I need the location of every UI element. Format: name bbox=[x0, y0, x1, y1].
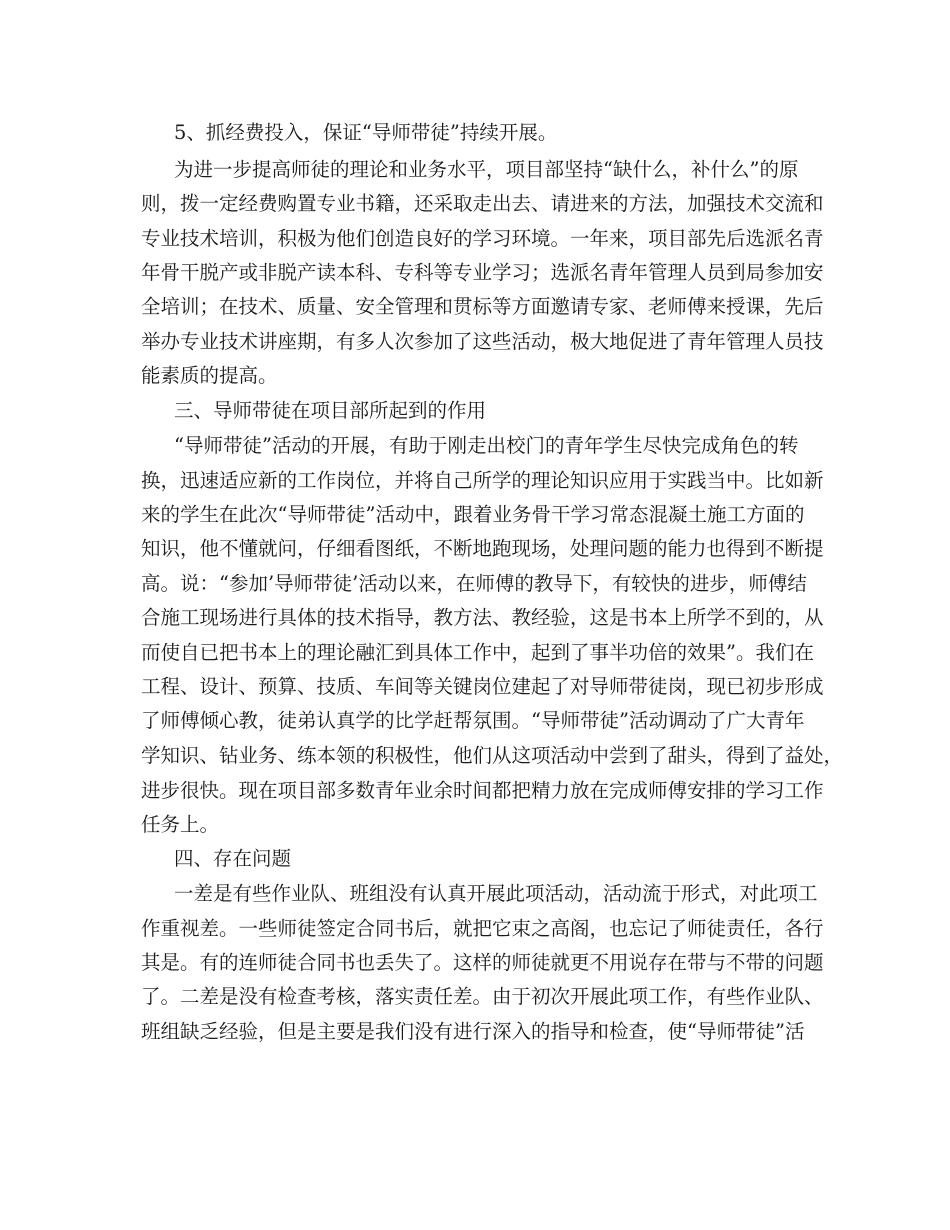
paragraph-line: 为进一步提高师徒的理论和业务水平，项目部坚持“缺什么，补什么”的原 bbox=[174, 158, 799, 181]
paragraph-line: 班组缺乏经验，但是主要是我们没有进行深入的指导和检查，使“导师带徒”活 bbox=[141, 1020, 805, 1043]
paragraph-line: 任务上。 bbox=[141, 813, 220, 836]
heading-fund-investment: 5、抓经费投入，保证“导师带徒”持续开展。 bbox=[174, 121, 558, 144]
paragraph-line: 能素质的提高。 bbox=[141, 364, 278, 387]
paragraph-line: 而使自已把书本上的理论融汇到具体工作中，起到了事半功倍的效果”。我们在 bbox=[141, 641, 814, 664]
paragraph-line: 来的学生在此次“导师带徒”活动中，跟着业务骨干学习常态混凝土施工方面的 bbox=[141, 503, 805, 526]
paragraph-line: “导师带徒”活动的开展，有助于刚走出校门的青年学生尽快完成角色的转 bbox=[174, 434, 799, 457]
paragraph-line: 高。说：“参加’导师带徒’活动以来，在师傅的教导下，有较快的进步，师傅结 bbox=[141, 572, 807, 595]
heading-section-three: 三、导师带徒在项目部所起到的作用 bbox=[174, 399, 487, 422]
paragraph-line: 一差是有些作业队、班组没有认真开展此项活动，活动流于形式，对此项工 bbox=[174, 882, 818, 905]
paragraph-line: 进步很快。现在项目部多数青年业余时间都把精力放在完成师傅安排的学习工作 bbox=[141, 779, 824, 802]
paragraph-line: 知识，他不懂就问，仔细看图纸，不断地跑现场，处理问题的能力也得到不断提 bbox=[141, 537, 824, 560]
paragraph-line: 合施工现场进行具体的技术指导，教方法、教经验，这是书本上所学不到的，从 bbox=[141, 606, 824, 629]
paragraph-line: 作重视差。一些师徒签定合同书后，就把它束之高阁，也忘记了师徒责任，各行 bbox=[141, 917, 824, 940]
paragraph-line: 则，拨一定经费购置专业书籍，还采取走出去、请进来的方法，加强技术交流和 bbox=[141, 192, 824, 215]
paragraph-line: 了师傅倾心教，徒弟认真学的比学赶帮氛围。“导师带徒”活动调动了广大青年 bbox=[141, 709, 805, 732]
paragraph-line: 换，迅速适应新的工作岗位，并将自己所学的理论知识应用于实践当中。比如新 bbox=[141, 469, 824, 492]
paragraph-line: 专业技术培训，积极为他们创造良好的学习环境。一年来，项目部先后选派名青 bbox=[141, 227, 824, 250]
paragraph-line: 举办专业技术讲座期，有多人次参加了这些活动，极大地促进了青年管理人员技 bbox=[141, 330, 824, 353]
paragraph-line: 学知识、钻业务、练本领的积极性，他们从这项活动中尝到了甜头，得到了益处， bbox=[141, 744, 844, 767]
paragraph-line: 其是。有的连师徒合同书也丢失了。这样的师徒就更不用说存在带与不带的问题 bbox=[141, 951, 824, 974]
heading-section-four: 四、存在问题 bbox=[174, 847, 292, 870]
paragraph-line: 年骨干脱产或非脱产读本科、专科等专业学习；选派名青年管理人员到局参加安 bbox=[141, 261, 824, 284]
paragraph-line: 了。二差是没有检查考核，落实责任差。由于初次开展此项工作，有些作业队、 bbox=[141, 985, 824, 1008]
paragraph-line: 工程、设计、预算、技质、车间等关键岗位建起了对导师带徒岗，现已初步形成 bbox=[141, 675, 824, 698]
paragraph-line: 全培训；在技术、质量、安全管理和贯标等方面邀请专家、老师傅来授课，先后 bbox=[141, 295, 824, 318]
